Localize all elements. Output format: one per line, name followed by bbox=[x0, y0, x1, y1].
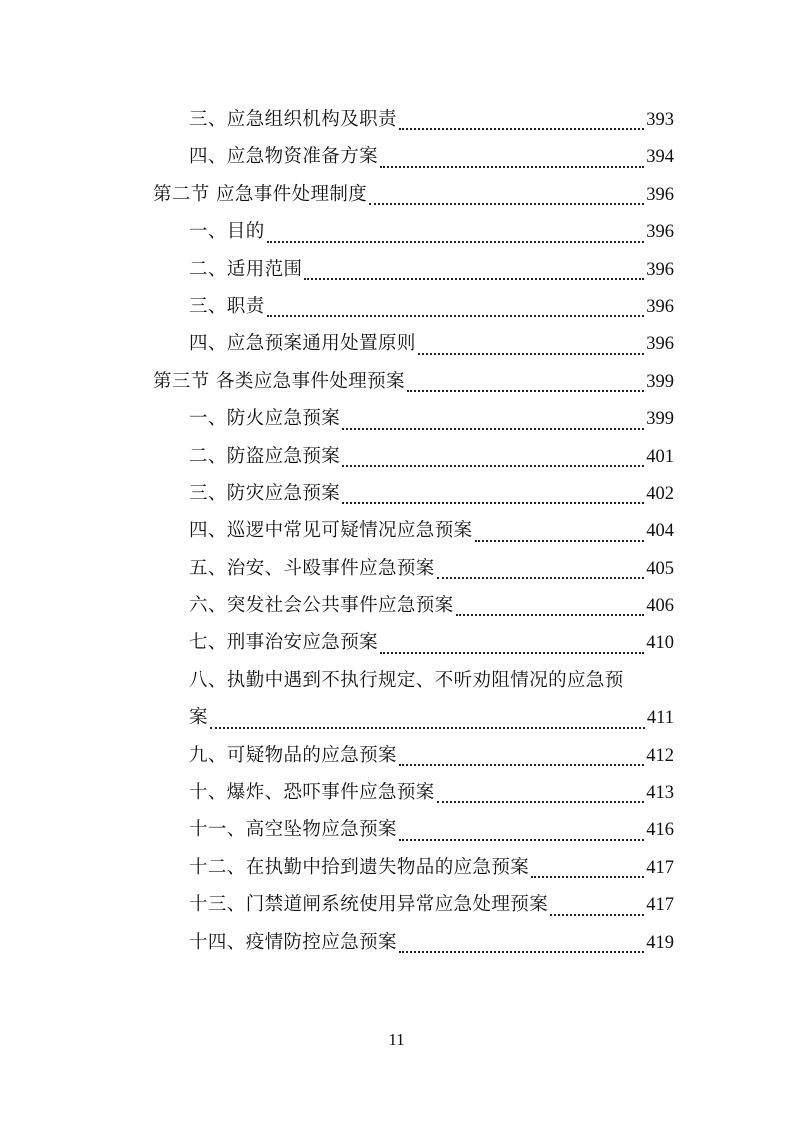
toc-entry-title: 四、巡逻中常见可疑情况应急预案 bbox=[189, 520, 473, 542]
toc-entry-title-line1: 八、执勤中遇到不执行规定、不听劝阻情况的应急预 bbox=[189, 669, 624, 691]
toc-entry-title: 五、治安、斗殴事件应急预案 bbox=[189, 557, 435, 579]
toc-entry-page: 416 bbox=[646, 820, 674, 841]
toc-entry-title: 十、爆炸、恐吓事件应急预案 bbox=[189, 782, 435, 804]
toc-entry[interactable] bbox=[0, 213, 793, 250]
toc-entry[interactable] bbox=[0, 101, 793, 138]
toc-entry-page: 405 bbox=[646, 558, 674, 579]
toc-entry-page: 402 bbox=[646, 483, 674, 504]
toc-entry-page: 401 bbox=[646, 446, 674, 467]
toc-entry[interactable] bbox=[0, 811, 793, 848]
toc-entry-title: 十四、疫情防控应急预案 bbox=[189, 931, 397, 953]
toc-entry-title: 三、应急组织机构及职责 bbox=[189, 109, 397, 130]
toc-entry-page: 411 bbox=[646, 708, 674, 729]
toc-entry-page: 413 bbox=[646, 783, 674, 804]
toc-entry-page: 417 bbox=[646, 895, 674, 916]
toc-entry[interactable] bbox=[0, 886, 793, 923]
toc-entry-title: 第三节 各类应急事件处理预案 bbox=[153, 370, 405, 392]
toc-entry[interactable] bbox=[0, 400, 793, 437]
toc-entry-page: 396 bbox=[646, 259, 674, 280]
page-number: 11 bbox=[388, 1030, 405, 1049]
toc-entry[interactable] bbox=[0, 737, 793, 774]
toc-entry[interactable] bbox=[0, 438, 793, 475]
leader-dots bbox=[437, 577, 645, 579]
toc-entry-page: 396 bbox=[646, 296, 674, 317]
toc-section-entry[interactable] bbox=[0, 176, 793, 213]
toc-entry[interactable] bbox=[0, 251, 793, 288]
toc-entry-title: 第二节 应急事件处理制度 bbox=[153, 183, 368, 205]
toc-section-entry[interactable] bbox=[0, 363, 793, 400]
toc-entry-title: 十三、门禁道闸系统使用异常应急处理预案 bbox=[189, 894, 549, 916]
toc-entry-title: 九、可疑物品的应急预案 bbox=[189, 744, 397, 766]
toc-entry-title: 十二、在执勤中拾到遗失物品的应急预案 bbox=[189, 856, 530, 878]
leader-dots bbox=[210, 727, 645, 729]
toc-entry[interactable] bbox=[0, 475, 793, 512]
toc-entry-page: 412 bbox=[646, 745, 674, 766]
toc-entry[interactable] bbox=[0, 512, 793, 549]
leader-dots bbox=[399, 128, 644, 130]
toc-entry[interactable] bbox=[0, 624, 793, 661]
toc-entry[interactable] bbox=[0, 288, 793, 325]
leader-dots bbox=[304, 278, 644, 280]
toc-entry-wrapped[interactable] bbox=[0, 662, 793, 737]
toc-entry-page: 396 bbox=[646, 222, 674, 243]
toc-entry-title: 三、职责 bbox=[189, 295, 265, 317]
leader-dots bbox=[399, 764, 644, 766]
leader-dots bbox=[342, 502, 644, 504]
leader-dots bbox=[342, 428, 644, 430]
toc-entry-page: 394 bbox=[646, 147, 674, 168]
toc-entry-page: 410 bbox=[646, 633, 674, 654]
toc-entry-title: 一、目的 bbox=[189, 221, 265, 243]
toc-entry-page: 419 bbox=[646, 932, 674, 953]
toc-entry[interactable] bbox=[0, 138, 793, 175]
toc-entry-title: 二、防盗应急预案 bbox=[189, 445, 341, 467]
toc-entry-page: 393 bbox=[646, 110, 674, 130]
leader-dots bbox=[531, 876, 644, 878]
leader-dots bbox=[475, 540, 645, 542]
toc-entry-page: 399 bbox=[646, 409, 674, 430]
leader-dots bbox=[380, 652, 644, 654]
toc-entry-title: 一、防火应急预案 bbox=[189, 408, 341, 430]
toc-entry[interactable] bbox=[0, 550, 793, 587]
table-of-contents bbox=[0, 101, 793, 961]
toc-entry-page: 399 bbox=[646, 371, 674, 392]
leader-dots bbox=[267, 241, 645, 243]
leader-dots bbox=[399, 839, 644, 841]
toc-entry[interactable] bbox=[0, 849, 793, 886]
toc-entry[interactable] bbox=[0, 325, 793, 362]
leader-dots bbox=[407, 390, 644, 392]
toc-entry-title: 十一、高空坠物应急预案 bbox=[189, 819, 397, 841]
toc-entry-title: 三、防灾应急预案 bbox=[189, 482, 341, 504]
toc-entry-page: 404 bbox=[646, 521, 674, 542]
leader-dots bbox=[550, 914, 644, 916]
leader-dots bbox=[267, 315, 645, 317]
toc-entry[interactable] bbox=[0, 774, 793, 811]
leader-dots bbox=[380, 166, 644, 168]
toc-entry-title: 七、刑事治安应急预案 bbox=[189, 632, 379, 654]
toc-entry-title: 案 bbox=[189, 707, 208, 729]
leader-dots bbox=[456, 614, 645, 616]
leader-dots bbox=[342, 465, 644, 467]
toc-entry-title: 四、应急预案通用处置原则 bbox=[189, 333, 416, 355]
toc-entry[interactable] bbox=[0, 924, 793, 961]
toc-entry[interactable] bbox=[0, 587, 793, 624]
toc-entry-title: 四、应急物资准备方案 bbox=[189, 146, 379, 168]
leader-dots bbox=[437, 801, 645, 803]
leader-dots bbox=[399, 951, 644, 953]
leader-dots bbox=[369, 203, 644, 205]
leader-dots bbox=[418, 353, 644, 355]
toc-entry-page: 417 bbox=[646, 857, 674, 878]
toc-entry-title: 二、适用范围 bbox=[189, 258, 303, 280]
toc-entry-page: 396 bbox=[646, 184, 674, 205]
toc-entry-page: 406 bbox=[646, 596, 674, 617]
toc-entry-title: 六、突发社会公共事件应急预案 bbox=[189, 595, 454, 617]
toc-entry-page: 396 bbox=[646, 334, 674, 355]
